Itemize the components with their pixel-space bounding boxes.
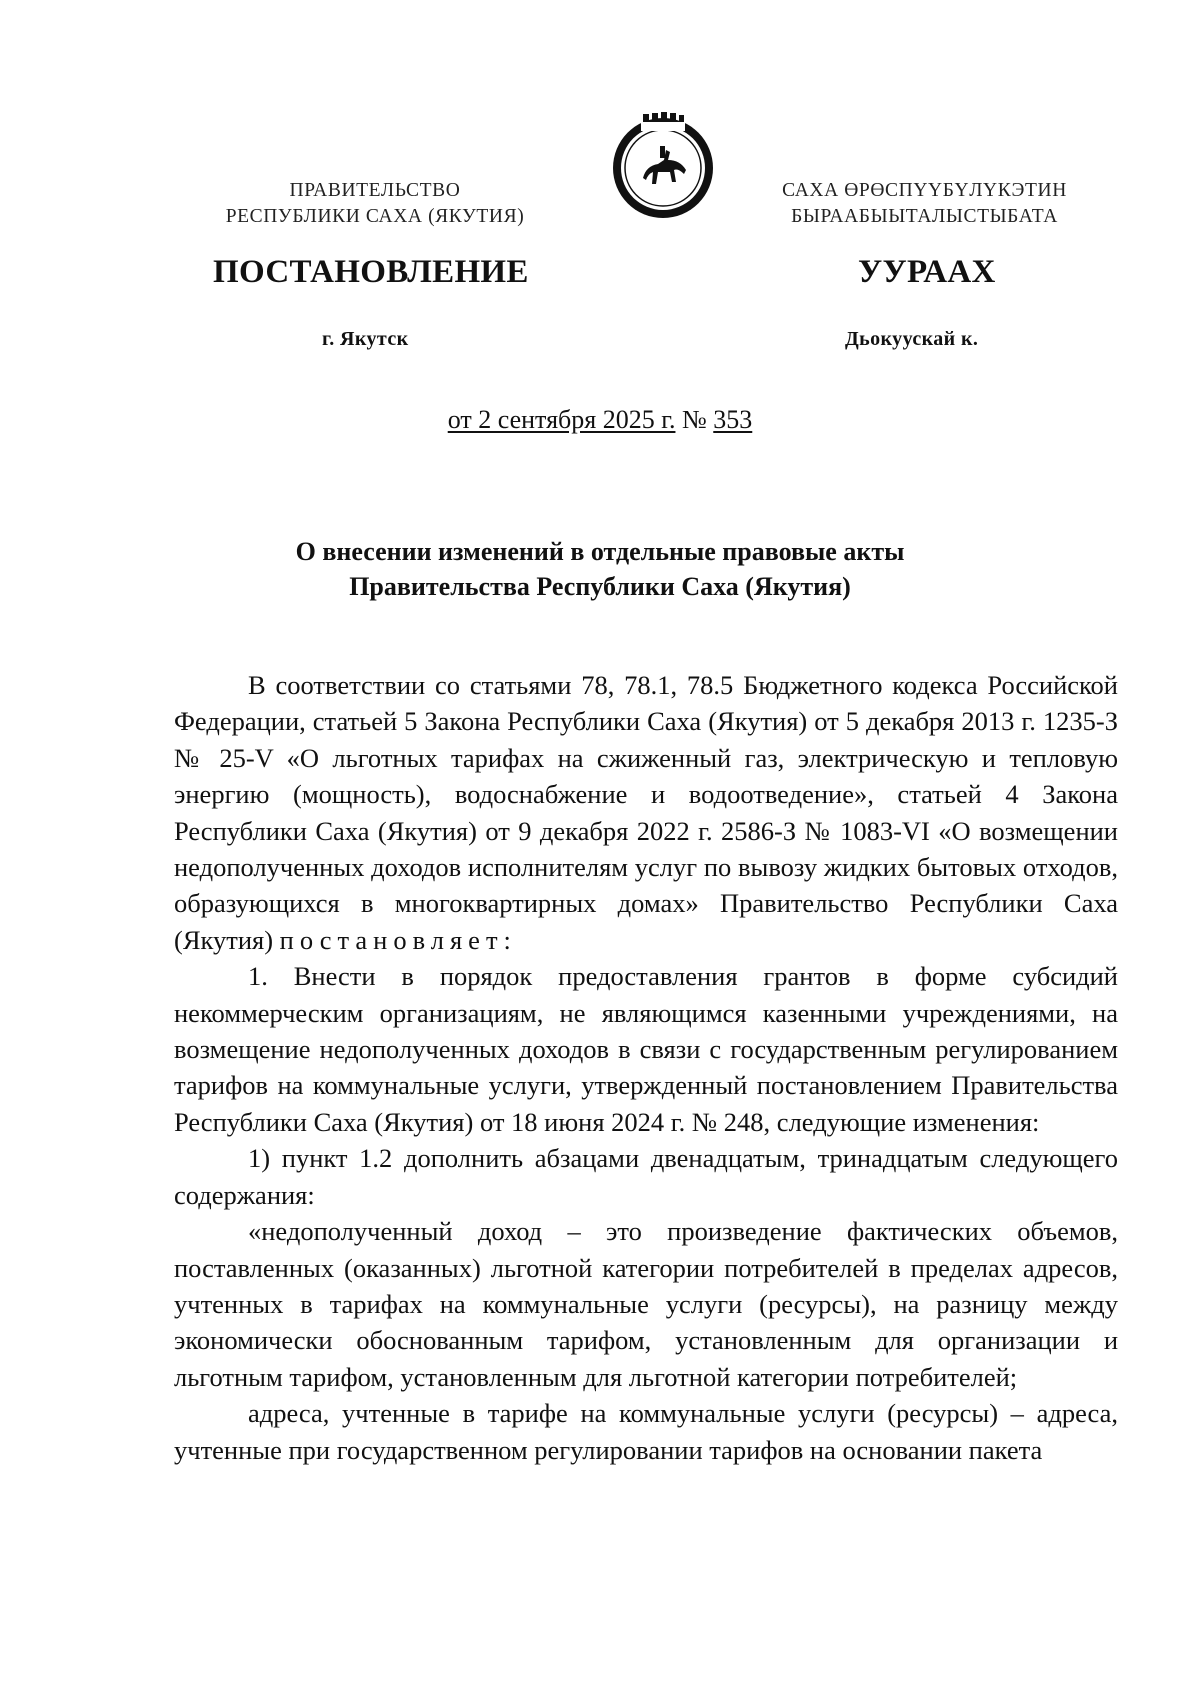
city-russian: г. Якутск — [322, 328, 409, 350]
government-name-russian — [175, 178, 575, 230]
org-ru-line1: ПРАВИТЕЛЬСТВО — [289, 180, 461, 201]
city-sakha: Дьокуускай к. — [845, 328, 979, 350]
org-sakha-line1: САХА ӨРӨСПҮҮБҮЛҮКЭТИН — [782, 180, 1067, 201]
decree-word: постановляет: — [279, 924, 517, 955]
government-name-sakha — [752, 178, 1097, 230]
document-number: 353 — [713, 405, 753, 434]
preamble-text: В соответствии со статьями 78, 78.1, 78.5 Бюджетного кодекса Российской Федерации, статьей 5 Закона Республики Саха (Якутия) от 5 декабря 2013 г. 1235-З № 25-V «О льготных тарифах на сжиженный газ, электрическую и тепловую энергию (мощность), водоснабжение и водоотведение», статьей 4 Закона Республики Саха (Якутия) от 9 декабря 2022 г. 2586-З № 1083-VI «О возмещении недополученных доходов исполнителям услуг по вывозу жидких бытовых отходов, образующихся в многоквартирных домах» Правительство Республики Саха (Якутия) — [174, 670, 1118, 955]
document-title — [0, 534, 1200, 604]
item-1-paragraph: 1. Внести в порядок предоставления грантов в форме субсидий некоммерческим организациям, не являющимся казенными учреждениями, на возмещение недополученных доходов в связи с государственным регулированием тарифов на коммунальные услуги, утвержденный постановлением Правительства Республики Саха (Якутия) от 18 июня 2024 г. № 248, следующие изменения: — [174, 961, 1118, 1137]
title-line1: О внесении изменений в отдельные правовые акты — [295, 537, 905, 566]
subitem-1-paragraph: 1) пункт 1.2 дополнить абзацами двенадцатым, тринадцатым следующего содержания: — [174, 1143, 1118, 1210]
number-sign: № — [681, 405, 707, 434]
document-body — [174, 667, 1118, 1468]
quoted-definition-1: «недополученный доход – это произведение фактических объемов, поставленных (оказанных) льготной категории потребителей в пределах адресов, учтенных в тарифах на коммунальные услуги (ресурсы), на разницу между экономически обоснованным тарифом, установленным для организации и льготным тарифом, установленным для льготной категории потребителей; — [174, 1216, 1118, 1392]
preamble-paragraph — [174, 667, 1118, 958]
coat-of-arms-emblem — [608, 110, 718, 222]
doc-type-sakha: УУРААХ — [858, 254, 996, 290]
quoted-definition-2: адреса, учтенные в тарифе на коммунальные услуги (ресурсы) – адреса, учтенные при государственном регулировании тарифов на основании пакета — [174, 1398, 1118, 1465]
org-ru-line2: РЕСПУБЛИКИ САХА (ЯКУТИЯ) — [225, 206, 525, 227]
org-sakha-line2: БЫРААБЫЫТАЛЫСТЫБАТА — [791, 206, 1058, 227]
document-date: от 2 сентября 2025 г. — [447, 405, 676, 434]
doc-type-russian: ПОСТАНОВЛЕНИЕ — [213, 254, 529, 290]
title-line2: Правительства Республики Саха (Якутия) — [349, 572, 851, 601]
date-and-number — [0, 405, 1200, 435]
